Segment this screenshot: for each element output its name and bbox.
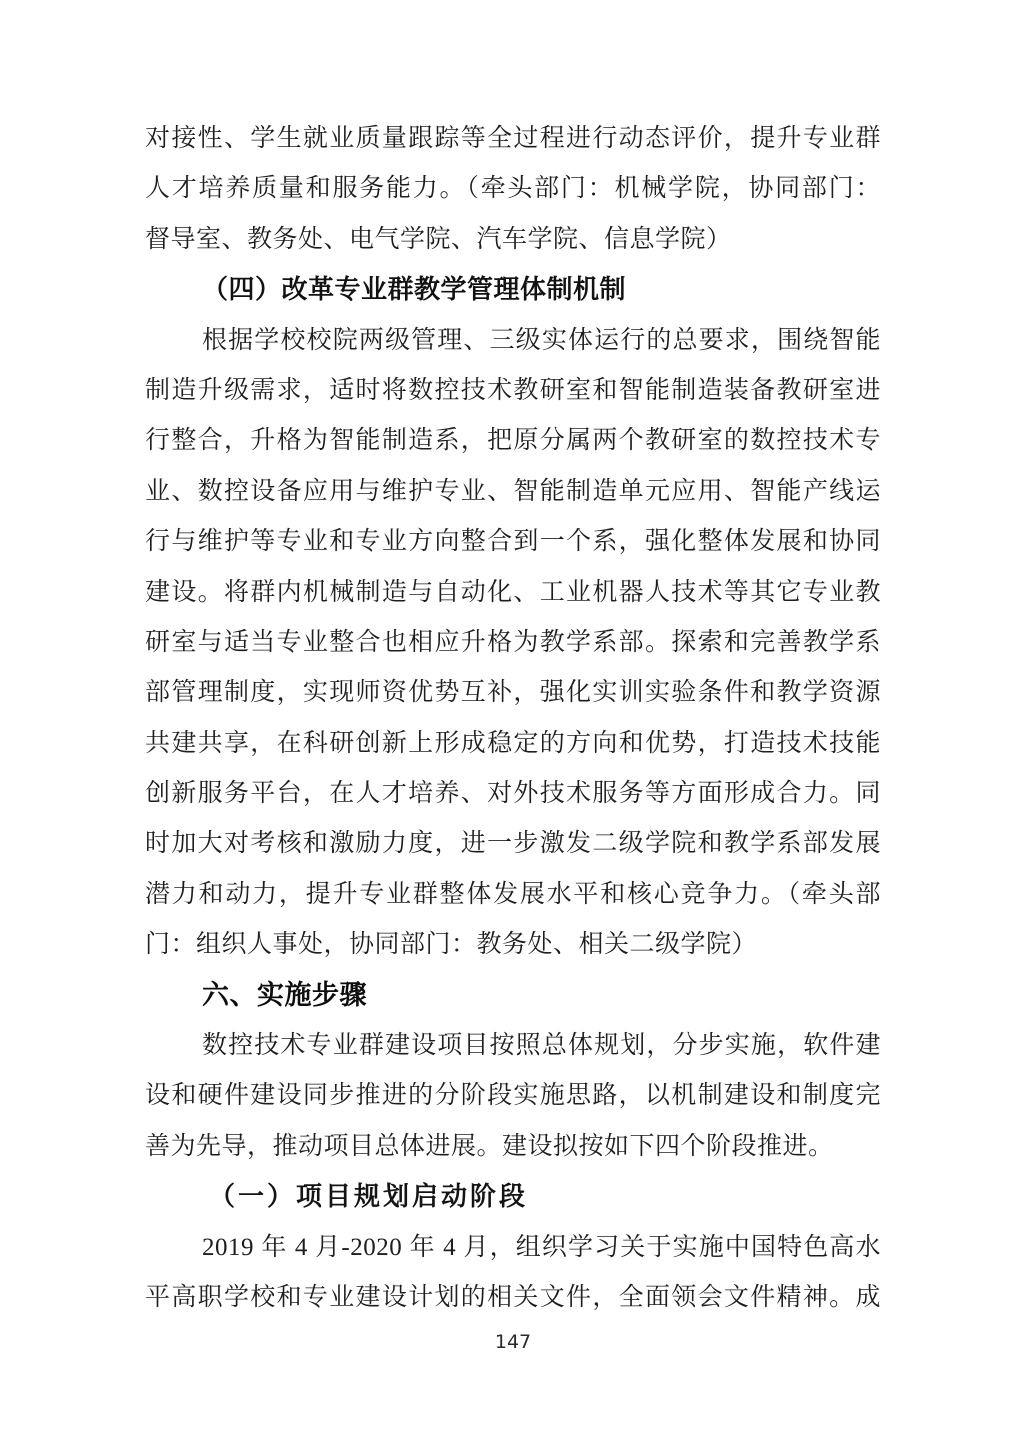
subsection-heading-one: （一）项目规划启动阶段 bbox=[209, 1182, 529, 1212]
text-line: 设和硬件建设同步推进的分阶段实施思路，以机制建设和制度完 bbox=[145, 1082, 881, 1110]
text-line: 平高职学校和专业建设计划的相关文件，全面领会文件精神。成 bbox=[145, 1283, 881, 1311]
page-number: 147 bbox=[494, 1331, 532, 1354]
paragraph-first-line: 数控技术专业群建设项目按照总体规划，分步实施，软件建 bbox=[202, 1032, 881, 1060]
document-page bbox=[145, 114, 881, 1355]
section-heading-four: （四）改革专业群教学管理体制机制 bbox=[202, 275, 627, 305]
text-line: 研室与适当专业整合也相应升格为教学系部。探索和完善教学系 bbox=[145, 628, 881, 656]
text-line: 督导室、教务处、电气学院、汽车学院、信息学院） bbox=[145, 225, 732, 253]
text-line: 人才培养质量和服务能力。（牵头部门：机械学院，协同部门： bbox=[145, 175, 881, 203]
text-line: 行整合，升格为智能制造系，把原分属两个教研室的数控技术专 bbox=[145, 427, 881, 455]
text-line: 业、数控设备应用与维护专业、智能制造单元应用、智能产线运 bbox=[145, 477, 881, 505]
text-line: 建设。将群内机械制造与自动化、工业机器人技术等其它专业教 bbox=[145, 578, 881, 606]
text-line: 潜力和动力，提升专业群整体发展水平和核心竞争力。（牵头部 bbox=[145, 880, 881, 908]
text-line: 部管理制度，实现师资优势互补，强化实训实验条件和教学资源 bbox=[145, 679, 881, 707]
text-line: 时加大对考核和激励力度，进一步激发二级学院和教学系部发展 bbox=[145, 830, 881, 858]
text-line: 行与维护等专业和专业方向整合到一个系，强化整体发展和协同 bbox=[145, 528, 881, 556]
paragraph-first-line: 2019 年 4 月-2020 年 4 月，组织学习关于实施中国特色高水 bbox=[202, 1233, 881, 1261]
text-line: 善为先导，推动项目总体进展。建设拟按如下四个阶段推进。 bbox=[145, 1132, 834, 1160]
text-line: 对接性、学生就业质量跟踪等全过程进行动态评价，提升专业群 bbox=[145, 125, 881, 152]
text-line: 门：组织人事处，协同部门：教务处、相关二级学院） bbox=[145, 931, 758, 959]
text-line: 制造升级需求，适时将数控技术教研室和智能制造装备教研室进 bbox=[145, 376, 881, 404]
text-line: 创新服务平台，在人才培养、对外技术服务等方面形成合力。同 bbox=[145, 780, 881, 808]
section-heading-six: 六、实施步骤 bbox=[202, 979, 367, 1011]
text-line: 共建共享，在科研创新上形成稳定的方向和优势，打造技术技能 bbox=[145, 729, 881, 757]
paragraph-first-line: 根据学校校院两级管理、三级实体运行的总要求，围绕智能 bbox=[202, 326, 881, 354]
